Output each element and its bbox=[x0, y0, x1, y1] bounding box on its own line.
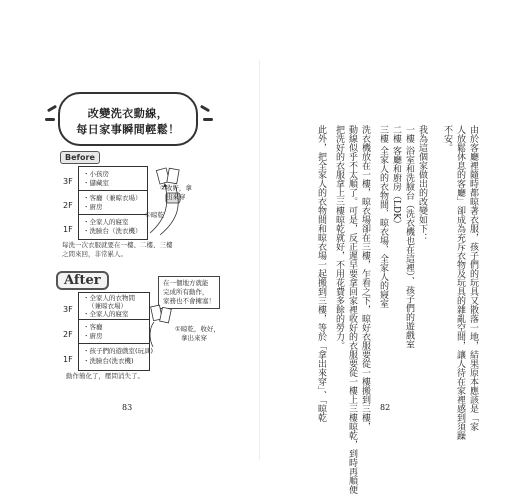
before-note-hang: ①晾乾 bbox=[145, 211, 164, 219]
shirt-icon bbox=[151, 305, 172, 323]
before-3f-item-1: ・小孩房 bbox=[83, 170, 109, 178]
title-bubble bbox=[58, 92, 198, 146]
after-bubble-l2: 完成所有動作， bbox=[163, 288, 209, 296]
before-floor-label-2f: 2F bbox=[63, 201, 73, 210]
after-1f-item-2: ・洗臉台(洗衣機) bbox=[83, 357, 134, 365]
after-2f-item-1: ・客廳 bbox=[83, 323, 103, 331]
before-badge: Before bbox=[60, 151, 100, 164]
text-column-9: 動線似乎不太順了。可是，反正遲早要拿回家裡收好的衣服要從一樓上三樓晾乾，到時再順便 bbox=[347, 125, 357, 494]
text-column-1: 由於客廳裡隨時都晾著衣服，孩子們的玩具又散落一地，結果原本應該是「家 bbox=[468, 125, 478, 431]
text-column-8: 洗衣機放在一樓，晾衣場卻在三樓，乍看之下，晾好衣服要從一樓搬到三樓， bbox=[360, 125, 370, 431]
after-bubble-l3: 家務也不會擁塞！ bbox=[163, 297, 215, 305]
before-2f-item-1: ・客廳（兼晾衣場） bbox=[83, 194, 142, 202]
title-decoration-left-2 bbox=[45, 118, 55, 121]
before-1f-item-2: ・洗臉台（洗衣機） bbox=[83, 227, 142, 235]
page-number-right: 82 bbox=[380, 403, 391, 412]
text-column-5: 一樓 浴室和洗臉台（洗衣機也在這裡）、孩子們的遊戲室 bbox=[404, 125, 414, 349]
before-caption-line-2: 之間來回，非常累人。 bbox=[62, 250, 127, 258]
text-column-10: 把洗好的衣服拿上三樓晾乾就好，不用花費多餘的勞力。 bbox=[334, 125, 344, 350]
before-note-store-l2: 出來穿 bbox=[166, 193, 186, 201]
title-line-1: 改變洗衣動線， bbox=[87, 107, 169, 120]
after-3f-item-1: ・全家人的衣物間 bbox=[83, 294, 135, 302]
before-floor-label-1f: 1F bbox=[63, 225, 73, 234]
text-column-11: 此外，把全家人的衣物間和晾衣場一起搬到三樓，等於「拿出來穿」、「晾乾 bbox=[316, 125, 326, 422]
arrow-curve bbox=[150, 322, 154, 347]
text-column-2: 人放鬆休息的客廳」卻成為充斥衣物及玩具的雜亂空間，讓人待在家裡感到須躁 bbox=[455, 125, 465, 440]
before-2f-item-2: ・廚房 bbox=[83, 203, 103, 211]
text-column-7: 三樓 全家人的衣物間、晾衣場、全家人的寢室 bbox=[378, 125, 388, 308]
after-floor-label-3f: 3F bbox=[63, 305, 73, 314]
after-note bbox=[175, 325, 220, 343]
right-page bbox=[260, 0, 520, 500]
after-caption: 動作簡化了，壓問消失了。 bbox=[66, 372, 144, 380]
before-1f-item-1: ・全家人的寢室 bbox=[83, 218, 129, 226]
title-decoration-right bbox=[200, 105, 210, 113]
title-line-2: 每日家事瞬間輕鬆！ bbox=[76, 123, 180, 136]
before-note-store bbox=[160, 184, 192, 202]
shirt-icon bbox=[156, 168, 179, 184]
after-floor-label-2f: 2F bbox=[63, 330, 73, 339]
before-3f-item-2: ・儲藏室 bbox=[83, 179, 109, 187]
before-floor-label-3f: 3F bbox=[63, 177, 73, 186]
text-column-6: 二樓 客廳和廚房（LDK） bbox=[391, 125, 401, 229]
after-3f-item-2: （兼晾衣場） bbox=[88, 302, 127, 310]
before-caption-line-1: 每洗一次衣服就要在一樓、二樓、三樓 bbox=[62, 241, 173, 249]
after-laundry-icons bbox=[148, 302, 178, 352]
title-decoration-right-2 bbox=[203, 118, 213, 121]
after-bubble-l1: 在一個地方就能 bbox=[163, 279, 209, 287]
before-note-store-l1: ②收好，拿 bbox=[160, 184, 192, 192]
before-laundry-icons bbox=[120, 165, 200, 245]
after-note-l1: ①晾乾，收好， bbox=[175, 325, 220, 333]
after-2f-item-2: ・廚房 bbox=[83, 332, 103, 340]
title-decoration-left bbox=[47, 105, 57, 113]
after-note-l2: 拿出來穿 bbox=[181, 334, 207, 342]
after-badge: After bbox=[56, 271, 109, 290]
after-3f-item-3: ・全家人的寢室 bbox=[83, 310, 129, 318]
after-floor-label-1f: 1F bbox=[63, 355, 73, 364]
text-column-4: 我為這個家做出的改變如下： bbox=[417, 125, 427, 242]
after-1f-item-1: ・孩子們的遊戲室(玩具) bbox=[83, 347, 154, 355]
text-column-3: 不安。 bbox=[442, 125, 452, 152]
page-number-left: 83 bbox=[122, 403, 133, 412]
